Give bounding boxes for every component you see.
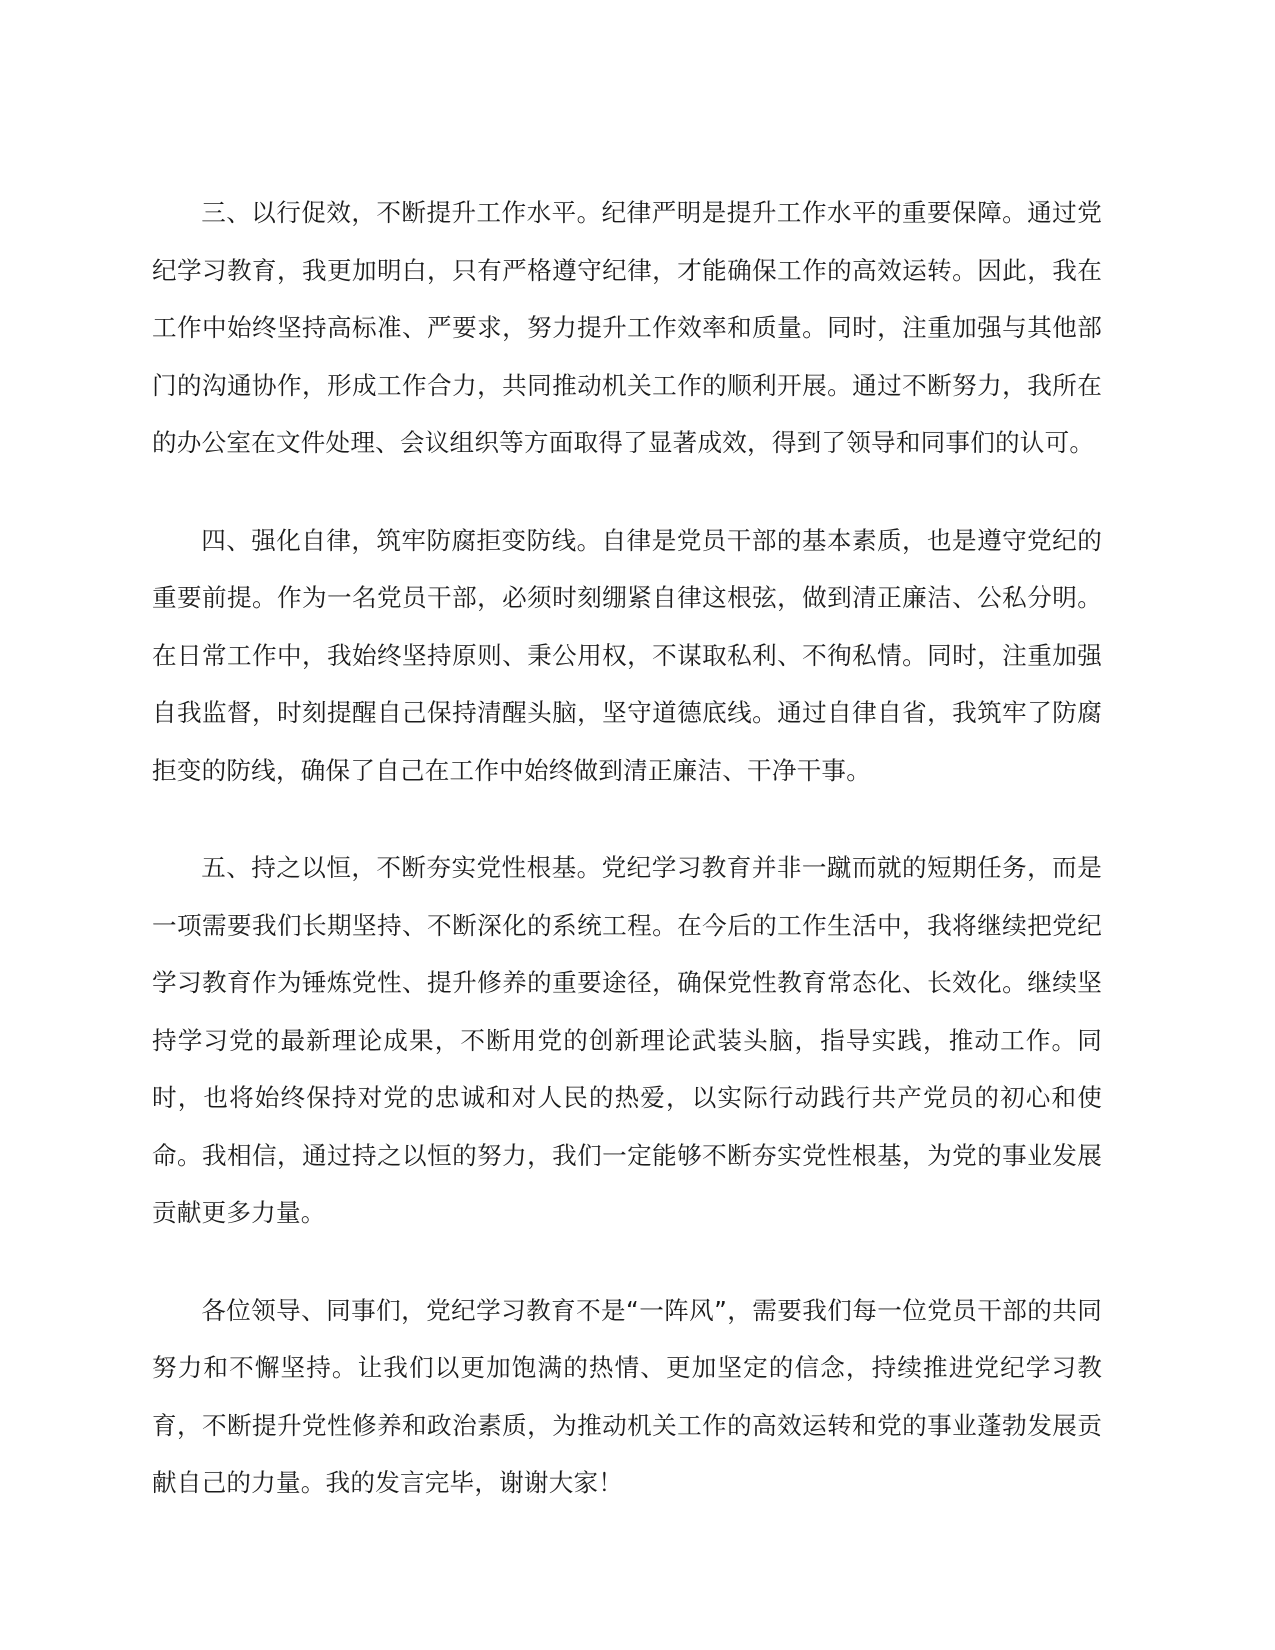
paragraph-5-perseverance: 五、持之以恒，不断夯实党性根基。党纪学习教育并非一蹴而就的短期任务，而是一项需要我们长期坚持、不断深化的系统工程。在今后的工作生活中，我将继续把党纪学习教育作为锤炼党性、提升修养的重要途径，确保党性教育常态化、长效化。继续坚持学习党的最新理论成果，不断用党的创新理论武装头脑，指导实践，推动工作。同时，也将始终保持对党的忠诚和对人民的热爱，以实际行动践行共产党员的初心和使命。我相信，通过持之以恒的努力，我们一定能够不断夯实党性根基，为党的事业发展贡献更多力量。: [152, 853, 1102, 1227]
paragraph-4-self-discipline: 四、强化自律，筑牢防腐拒变防线。自律是党员干部的基本素质，也是遵守党纪的重要前提。作为一名党员干部，必须时刻绷紧自律这根弦，做到清正廉洁、公私分明。在日常工作中，我始终坚持原则、秉公用权，不谋取私利、不徇私情。同时，注重加强自我监督，时刻提醒自己保持清醒头脑，坚守道德底线。通过自律自省，我筑牢了防腐拒变的防线，确保了自己在工作中始终做到清正廉洁、干净干事。: [152, 525, 1102, 785]
document-body: [152, 184, 1102, 1552]
paragraph-closing-remarks: 各位领导、同事们，党纪学习教育不是“一阵风”，需要我们每一位党员干部的共同努力和不懈坚持。让我们以更加饱满的热情、更加坚定的信念，持续推进党纪学习教育，不断提升党性修养和政治素质，为推动机关工作的高效运转和党的事业蓬勃发展贡献自己的力量。我的发言完毕，谢谢大家！: [152, 1295, 1102, 1497]
paragraph-3-improve-work-level: 三、以行促效，不断提升工作水平。纪律严明是提升工作水平的重要保障。通过党纪学习教育，我更加明白，只有严格遵守纪律，才能确保工作的高效运转。因此，我在工作中始终坚持高标准、严要求，努力提升工作效率和质量。同时，注重加强与其他部门的沟通协作，形成工作合力，共同推动机关工作的顺利开展。通过不断努力，我所在的办公室在文件处理、会议组织等方面取得了显著成效，得到了领导和同事们的认可。: [152, 198, 1102, 457]
